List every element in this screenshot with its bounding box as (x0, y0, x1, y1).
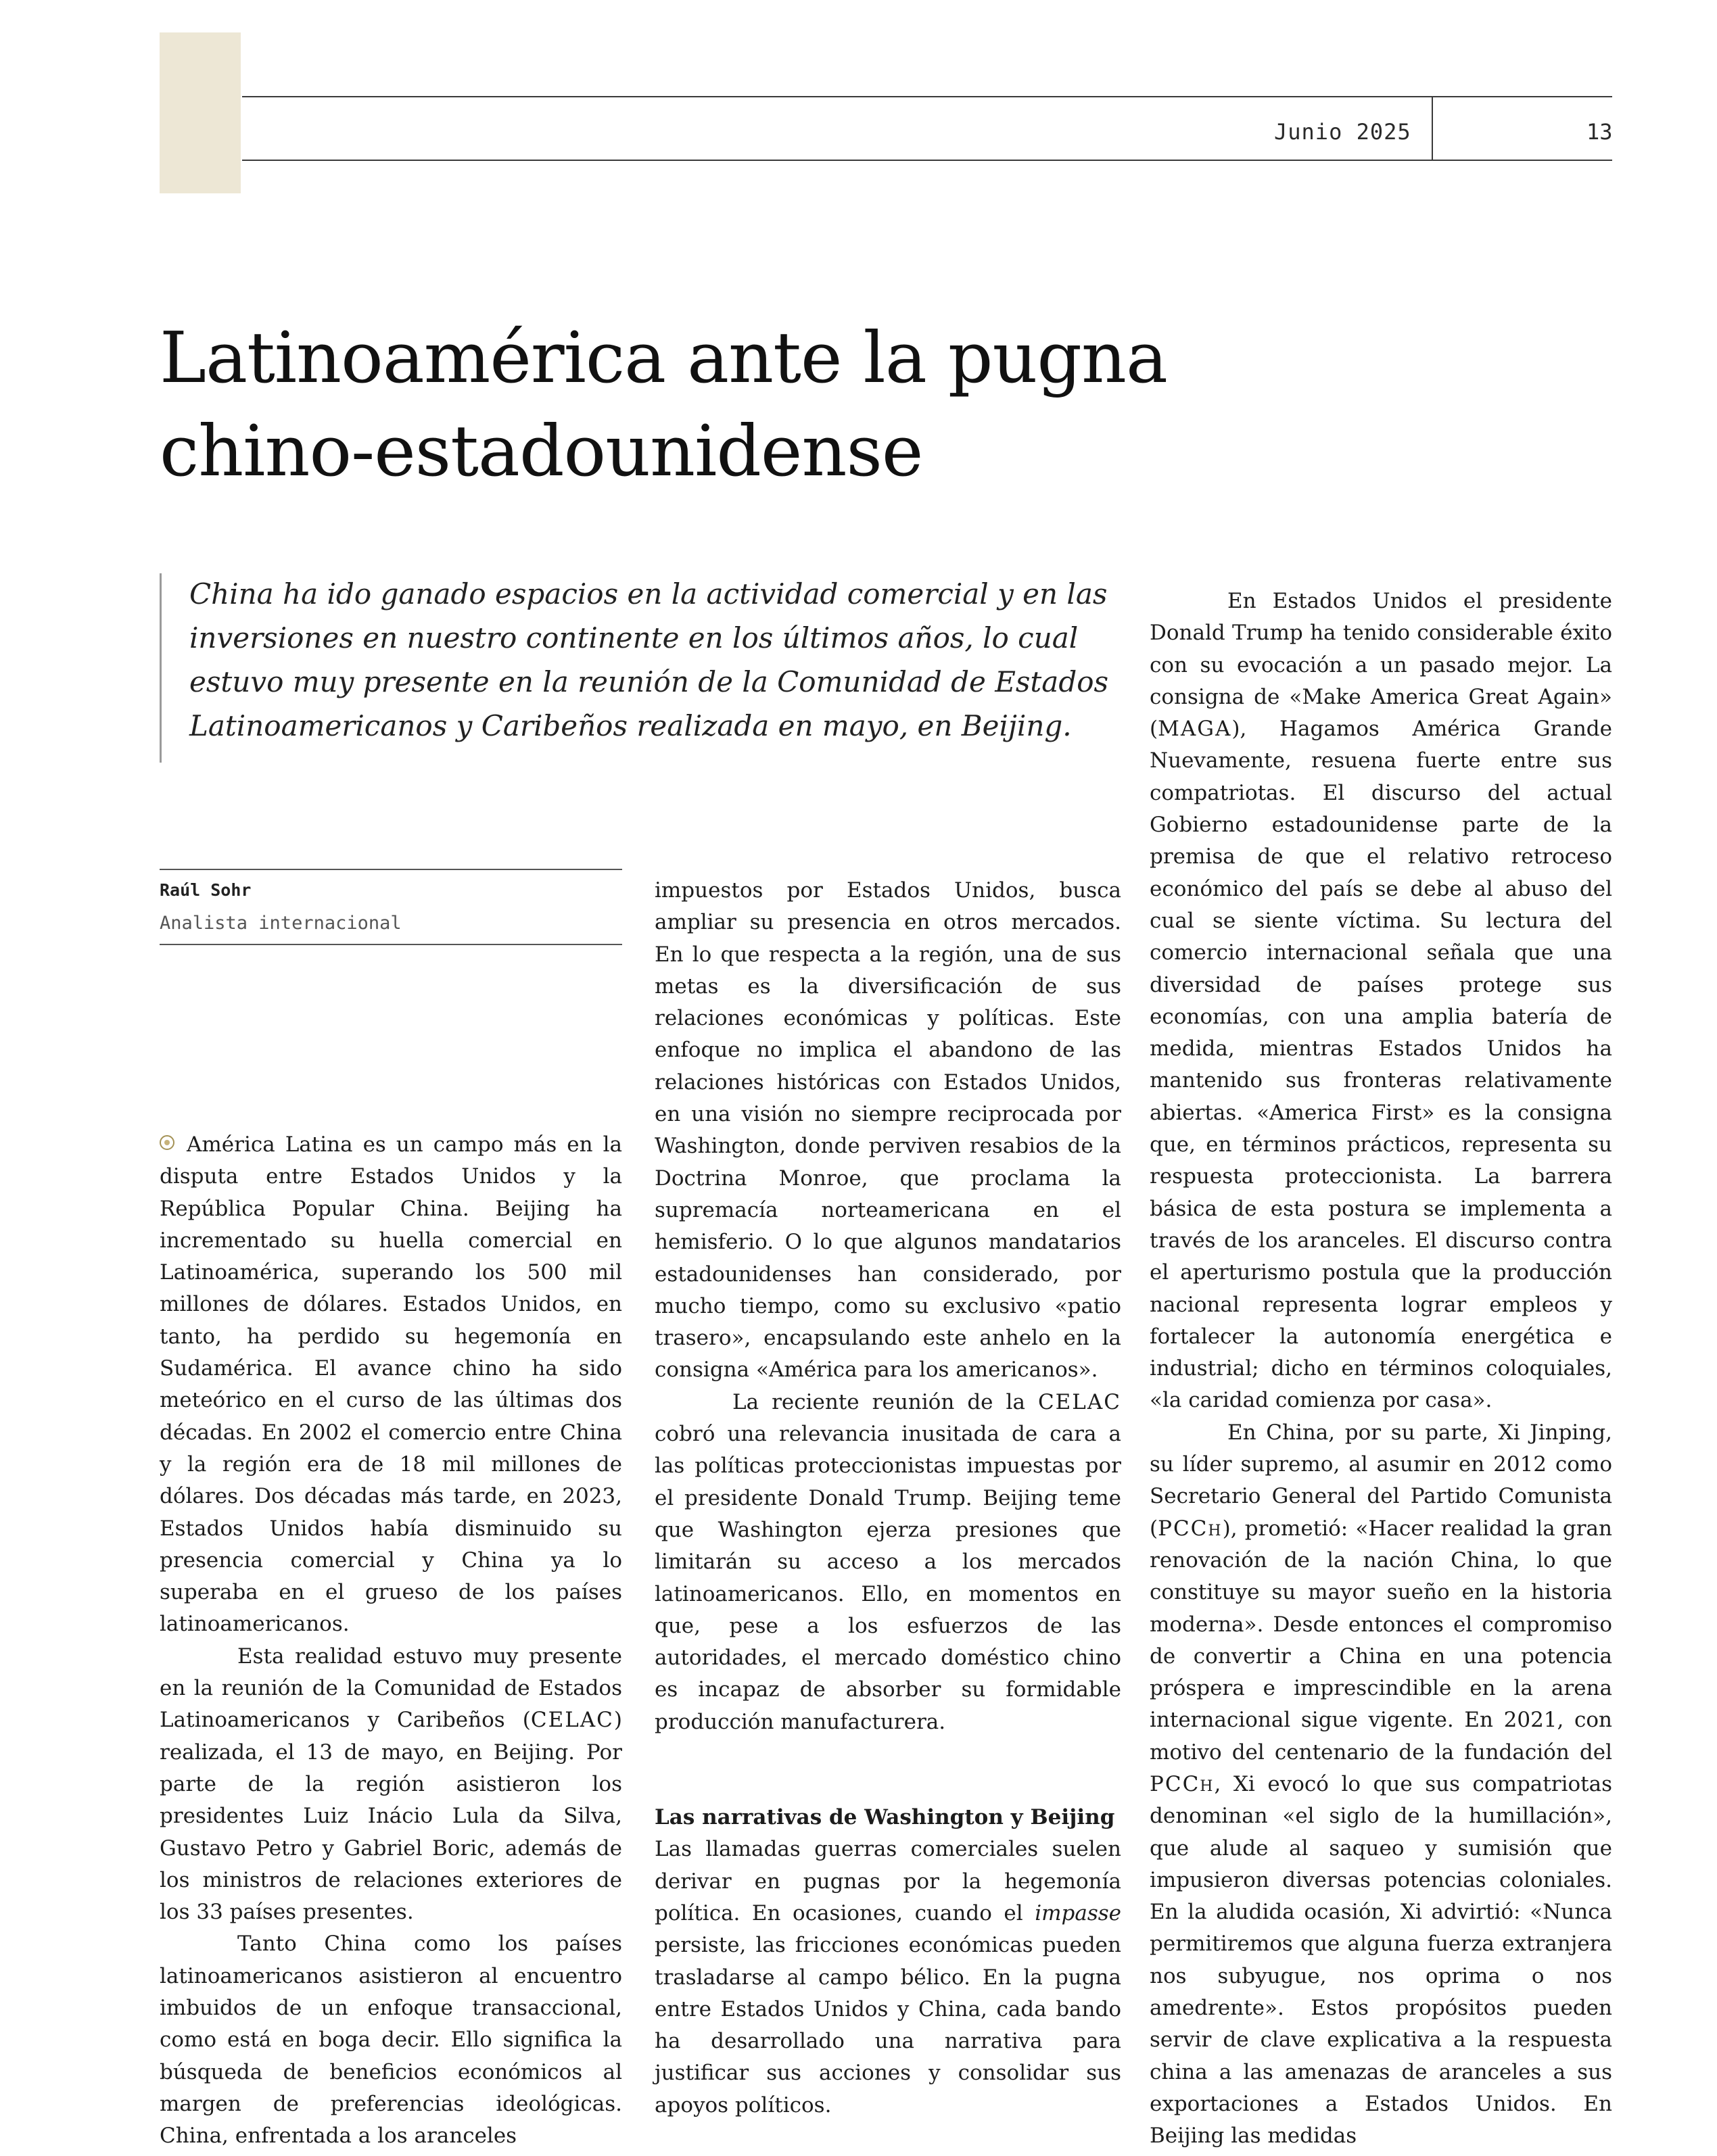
author-role: Analista internacional (160, 913, 402, 934)
paragraph-text: América Latina es un campo más en la disputa entre Estados Unidos y la República Popular China. Beijing ha incrementado su huella comercial en Latinoamérica, superando los 500 mil millones de dólares. Estados Unidos, en tanto, ha perdido su hegemonía en Sudamérica. El avance chino ha sido meteórico en el curso de las últimas dos décadas. En 2002 el comercio entre China y la región era de 18 mil millones de dólares. Dos décadas más tarde, en 2023, Estados Unidos había disminuido su presencia comercial y China ya lo superaba en el grueso de los países latinoamericanos. (160, 1132, 622, 1637)
acronym: CELAC (530, 1708, 614, 1733)
page-number: 13 (1586, 119, 1613, 145)
paragraph-text: En China, por su parte, Xi Jinping, su líder supremo, al asumir en 2012 como Secretario General del Partido Comunista ( (1150, 1420, 1612, 1541)
body-column-3 (1150, 585, 1612, 2153)
paragraph-text: persiste, las fricciones económicas pueden trasladarse al campo bélico. En la pugna entre Estados Unidos y China, cada bando ha desarrollado una narrativa para justificar sus acciones y consolidar sus apoyos políticos. (655, 1933, 1121, 2117)
italic-term: impasse (1035, 1900, 1121, 1925)
byline-bottom-rule (160, 944, 622, 945)
paragraph (160, 1641, 622, 1929)
header-bottom-rule (242, 160, 1612, 161)
paragraph-text: impuestos por Estados Unidos, busca ampliar su presencia en otros mercados. En lo que respecta a la región, una de sus metas es la diversificación de sus relaciones económicas y políticas. Este enfoque no implica el abandono de las relaciones históricas con Estados Unidos, en una visión no siempre reciprocada por Washington, donde perviven resabios de la Doctrina Monroe, que proclama la supremacía norteamericana en el hemisferio. O lo que algunos mandatarios estadounidenses han considerado, por mucho tiempo, como su exclusivo «patio trasero», encapsulando este anhelo en la consigna «América para los americanos». (655, 878, 1121, 1383)
header-divider (1432, 96, 1433, 161)
paragraph-text: Tanto China como los países latinoamericanos asistieron al encuentro imbuidos de un enfoque transaccional, como está en boga decir. Ello significa la búsqueda de beneficios económicos al margen de preferencias ideológicas. China, enfrentada a los aranceles (160, 1932, 622, 2149)
paragraph-text: cobró una relevancia inusitada de cara a las políticas proteccionistas impuestas por el presidente Donald Trump. Beijing teme que Washington ejerza presiones que limitarán su acceso a los mercados latinoamericanos. Ello, en momentos en que, pese a los esfuerzos de las autoridades, el mercado doméstico chino es incapaz de absorber su formidable producción manufacturera. (655, 1422, 1121, 1734)
paragraph-text: Las llamadas guerras comerciales suelen derivar en pugnas por la hegemonía política. En ocasiones, cuando el (655, 1837, 1121, 1925)
paragraph-text: Esta realidad estuvo muy presente en la reunión de la Comunidad de Estados Latinoamericanos y Caribeños ( (160, 1644, 622, 1733)
paragraph (1150, 1417, 1612, 2153)
page-tab-block (160, 32, 241, 193)
section-gap (655, 1738, 1121, 1802)
lead-accent-bar (160, 573, 162, 763)
article-title (160, 311, 1174, 498)
paragraph-text: , Xi evocó lo que sus compatriotas denominan «el siglo de la humillación», que alude al saqueo y sumisión que impusieron diversas potencias coloniales. En la aludida ocasión, Xi advirtió: «Nunca permitiremos que alguna fuerza extranjera nos subyugue, nos oprima o nos amedrente». Estos propósitos pueden servir de clave explicativa a la respuesta china a las amenazas de aranceles a sus exportaciones a Estados Unidos. En Beijing las medidas (1150, 1771, 1612, 2149)
body-column-1 (160, 1129, 622, 2153)
author-name: Raúl Sohr (160, 880, 252, 900)
paragraph (655, 1387, 1121, 1738)
paragraph (655, 1834, 1121, 2122)
acronym: PCCh (1150, 1771, 1215, 1796)
paragraph-text: La reciente reunión de la (732, 1389, 1038, 1414)
header-top-rule (242, 96, 1612, 97)
paragraph (160, 1129, 622, 1641)
byline-top-rule (160, 869, 622, 870)
paragraph (655, 875, 1121, 1387)
title-line-2: chino-estadounidense (160, 410, 923, 492)
paragraph-text: En Estados Unidos el presidente Donald Trump ha tenido considerable éxito con su evocación a un pasado mejor. La consigna de «Make America Great Again» ( (1150, 589, 1612, 742)
title-line-1: Latinoamérica ante la pugna (160, 316, 1167, 399)
issue-date: Junio 2025 (1274, 119, 1411, 145)
acronym: CELAC (1037, 1389, 1121, 1414)
paragraph (160, 1928, 622, 2152)
acronym: MAGA (1158, 717, 1232, 742)
article-lead: China ha ido ganado espacios en la actividad comercial y en las inversiones en nuestro continente en los últimos años, lo cual estuvo muy presente en la reunión de la Comunidad de Estados Latinoamericanos y Caribeños realizada en mayo, en Beijing. (189, 577, 1109, 742)
paragraph (1150, 585, 1612, 1417)
body-column-2 (655, 875, 1121, 2122)
section-subhead: Las narrativas de Washington y Beijing (655, 1805, 1115, 1830)
paragraph-text: ) realizada, el 13 de mayo, en Beijing. Por parte de la región asistieron los presidentes Luiz Inácio Lula da Silva, Gustavo Petro y Gabriel Boric, además de los ministros de relaciones exteriores de los 33 países presentes. (160, 1708, 622, 1925)
paragraph-text: ), Hagamos América Grande Nuevamente, resuena fuerte entre sus compatriotas. El discurso del actual Gobierno estadounidense parte de la premisa de que el relativo retroceso económico del país se debe al abuso del cual se siente víctima. Su lectura del comercio internacional señala que una diversidad de países protege sus economías, con una amplia batería de medida, mientras Estados Unidos ha mantenido sus fronteras relativamente abiertas. «America First» es la consigna que, en términos prácticos, representa su respuesta proteccionista. La barrera básica de esta postura se implementa a través de los aranceles. El discurso contra el aperturismo postula que la producción nacional representa lograr empleos y fortalecer la autonomía energética e industrial; dicho en términos coloquiales, «la caridad comienza por casa». (1150, 717, 1612, 1413)
paragraph-text: ), prometió: «Hacer realidad la gran renovación de la nación China, lo que constituye su mayor sueño en la historia moderna». Desde entonces el compromiso de convertir a China en una potencia próspera e imprescindible en la arena internacional sigue vigente. En 2021, con motivo del centenario de la fundación del (1150, 1516, 1612, 1765)
ornament-icon (160, 1135, 174, 1150)
acronym: PCCh (1158, 1516, 1223, 1541)
